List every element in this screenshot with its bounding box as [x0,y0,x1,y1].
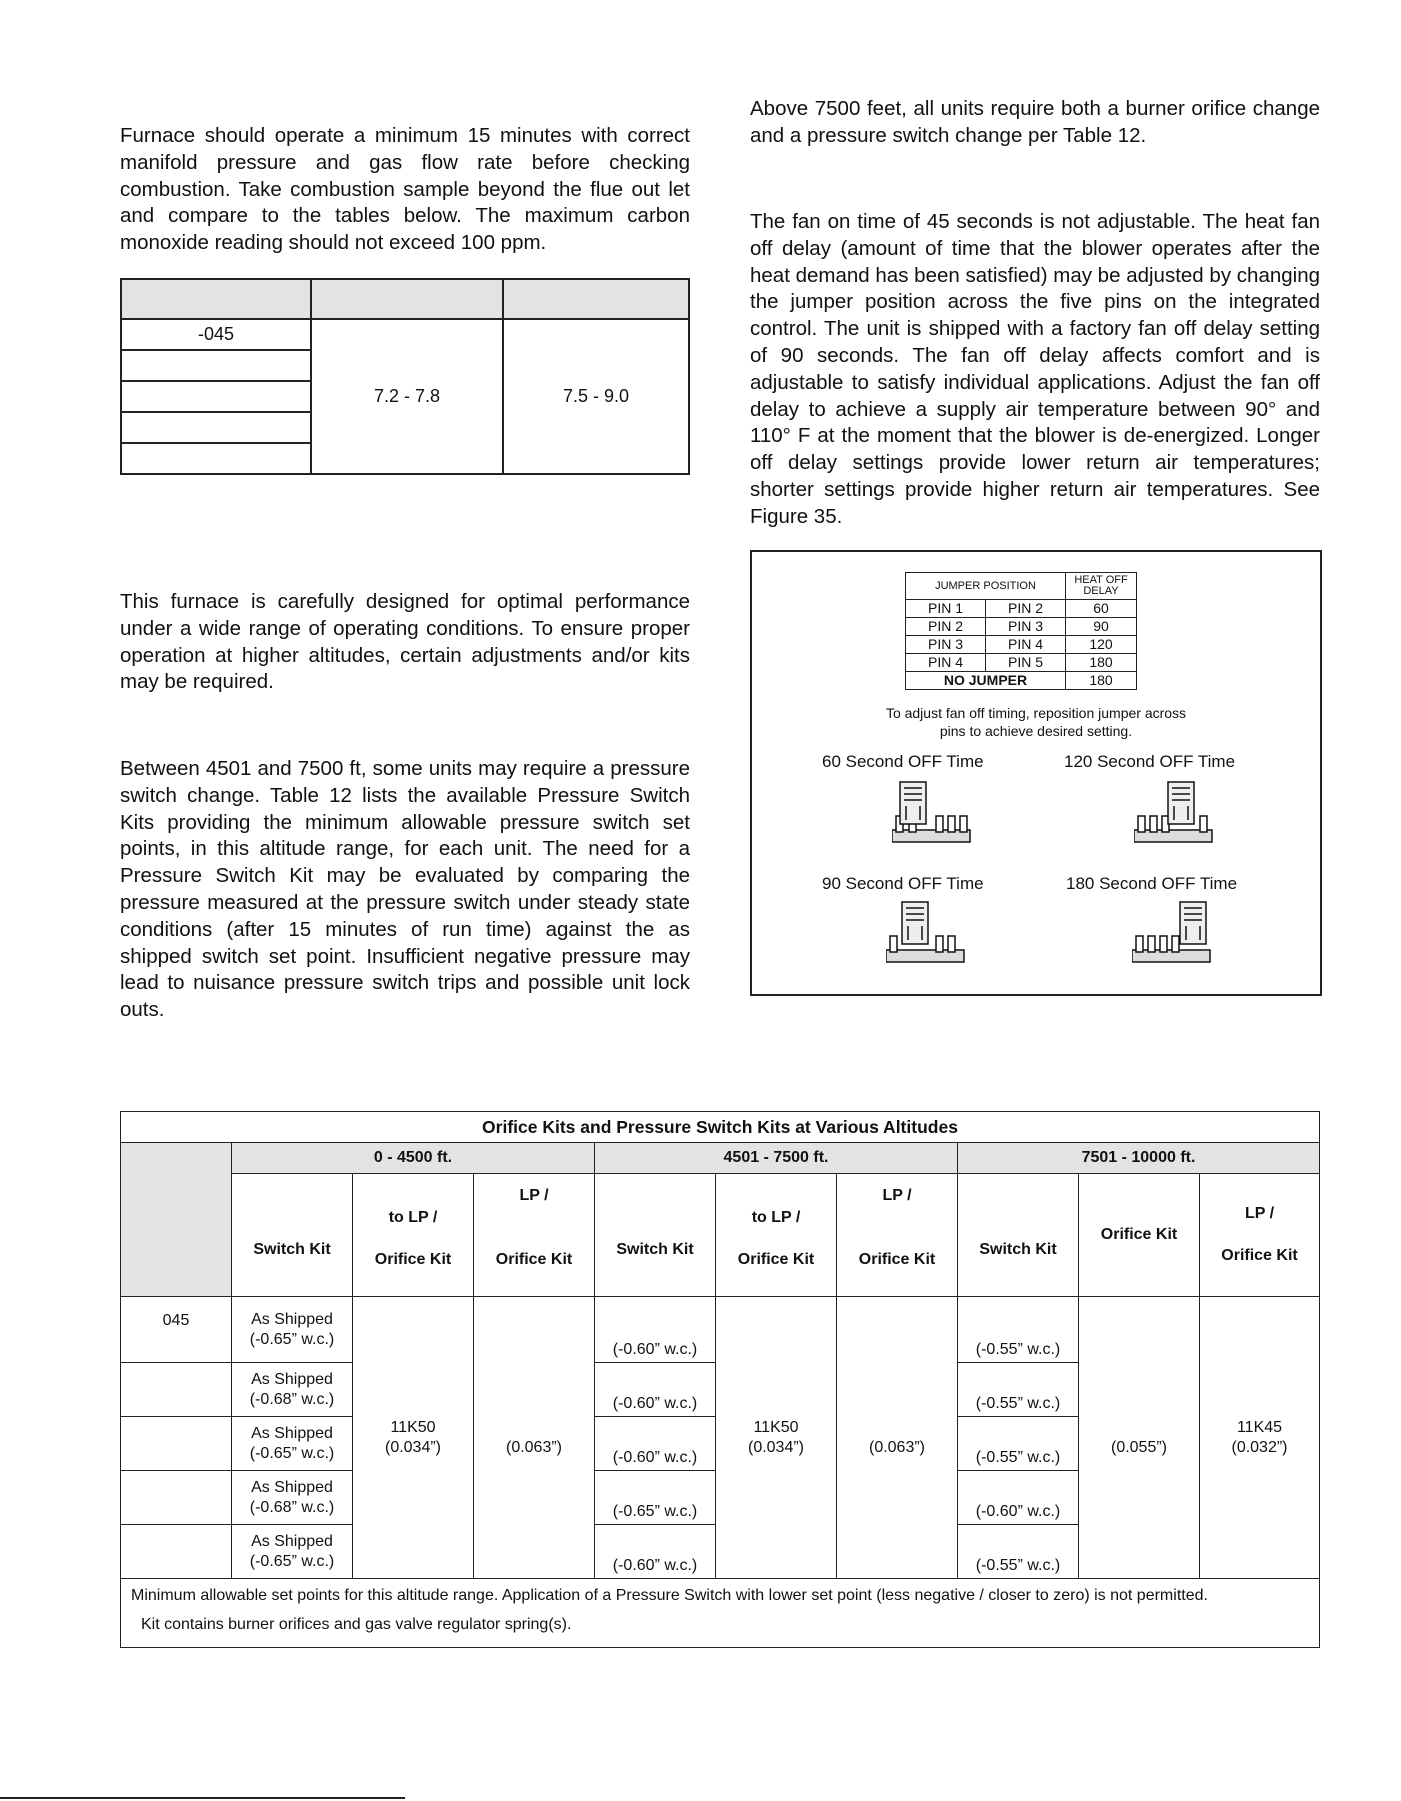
shipped-cell [232,1417,353,1471]
table-notes [121,1579,1320,1648]
co2-range-cell: 7.5 - 9.0 [503,319,689,474]
column-header [1200,1174,1320,1297]
range-header: 0 - 4500 ft. [232,1143,595,1174]
kit-number: 11K45 [1236,1418,1283,1436]
switch-kit-cell: (-0.55” w.c.) [958,1417,1079,1471]
column-header [474,1174,595,1297]
pin-cell: PIN 2 [986,600,1066,618]
model-cell [121,1471,232,1525]
jumper-illustration-60 [892,780,972,850]
no-jumper-cell: NO JUMPER [906,672,1066,690]
delay-cell: 90 [1066,618,1137,636]
orifice-size: (0.034”) [384,1438,442,1456]
column-header-line: Orifice Kit [1221,1247,1298,1264]
column-header-line: to LP / [751,1209,801,1226]
table-title: Orifice Kits and Pressure Switch Kits at Various Altitudes [121,1112,1320,1143]
delay-cell: 60 [1066,600,1137,618]
orifice-size: (0.034”) [747,1438,805,1456]
pressure-switch-paragraph: Between 4501 and 7500 ft, some units may require a pressure switch change. Table 12 lists the available Pressure Switch Kits providing the minimum allowable pressure switch set points, in this altitude range, for each unit. The need for a Pressure Switch Kit may be evaluated by comparing the pressure measured at the pressure switch under steady state conditions (after 15 minutes of run time) against the as shipped switch set point. Insufficient negative pressure may lead to nuisance pressure switch trips and possible unit lock outs. [120,757,690,1022]
column-header [716,1174,837,1297]
delay-cell: 180 [1066,672,1137,690]
pin-cell: PIN 3 [986,618,1066,636]
caption-line: To adjust fan off timing, reposition jumper across [885,705,1187,721]
high-altitude-intro-paragraph: This furnace is carefully designed for optimal performance under a wide range of operating conditions. To ensure proper operation at higher altitudes, certain adjustments and/or kits may be required. [120,590,690,694]
table-header-cell [503,279,689,319]
column-header-line: LP / [882,1187,912,1204]
delay-header: HEAT OFF DELAY [1066,573,1137,600]
shipped-value: (-0.65” w.c.) [249,1444,335,1462]
jumper-position-table [905,572,1137,690]
as-shipped-label: As Shipped [251,1532,333,1550]
pin-cell: PIN 4 [986,636,1066,654]
shipped-value: (-0.65” w.c.) [249,1552,335,1570]
switch-kit-cell: (-0.65” w.c.) [595,1471,716,1525]
as-shipped-label: As Shipped [251,1310,333,1328]
combustion-paragraph: Furnace should operate a minimum 15 minutes with correct manifold pressure and gas flow rate before checking combustion. Take combustion sample beyond the flue out let and compare to the tables below. The maximum carbon monoxide reading should not exceed 100 ppm. [120,124,690,255]
to-lp-orifice-cell [716,1297,837,1579]
column-header [837,1174,958,1297]
column-header [353,1174,474,1297]
as-shipped-label: As Shipped [251,1370,333,1388]
caption-line: pins to achieve desired setting. [939,723,1133,739]
range-header: 7501 - 10000 ft. [958,1143,1320,1174]
jumper-header: JUMPER POSITION [906,573,1066,600]
lp-orifice-cell: (0.063”) [474,1297,595,1579]
shipped-cell [232,1297,353,1363]
column-header-line: Orifice Kit [737,1251,815,1268]
orifice-kit-cell: (0.055”) [1079,1297,1200,1579]
jumper-illustration-120 [1134,780,1214,850]
switch-kit-cell: (-0.60” w.c.) [595,1297,716,1363]
table-note: Minimum allowable set points for this altitude range. Application of a Pressure Switch with lower set point (less negative / closer to zero) is not permitted. [131,1587,1208,1604]
pin-cell: PIN 2 [906,618,986,636]
fan-delay-figure [750,550,1322,996]
delay-cell: 120 [1066,636,1137,654]
model-cell: -045 [121,319,311,350]
column-header: Switch Kit [232,1174,353,1297]
label-180-seconds: 180 Second OFF Time [1066,874,1238,893]
switch-kit-cell: (-0.55” w.c.) [958,1363,1079,1417]
shipped-value: (-0.68” w.c.) [249,1390,335,1408]
shipped-value: (-0.68” w.c.) [249,1498,335,1516]
column-header: Orifice Kit [1079,1174,1200,1297]
kit-number: 11K50 [753,1418,799,1436]
shipped-value: (-0.65” w.c.) [249,1330,335,1348]
shipped-cell [232,1525,353,1579]
column-header-line: to LP / [388,1209,438,1226]
orifice-size: (0.032”) [1231,1438,1288,1456]
switch-kit-cell: (-0.55” w.c.) [958,1297,1079,1363]
model-cell [121,1525,232,1579]
model-cell [121,350,311,381]
co2-range-cell: 7.2 - 7.8 [311,319,503,474]
column-header-line: LP / [519,1187,549,1204]
table-note: Kit contains burner orifices and gas valve regulator spring(s). [141,1616,572,1633]
model-header-cell [121,1143,232,1297]
altitude-kits-table [120,1111,1320,1648]
model-cell [121,381,311,412]
to-lp-orifice-cell [353,1297,474,1579]
pin-cell: PIN 5 [986,654,1066,672]
column-header-line: Orifice Kit [495,1251,573,1268]
switch-kit-cell: (-0.60” w.c.) [595,1525,716,1579]
table-header-cell [121,279,311,319]
model-cell [121,443,311,474]
model-cell [121,1363,232,1417]
label-120-seconds: 120 Second OFF Time [1064,752,1236,771]
pin-cell: PIN 1 [906,600,986,618]
fan-delay-paragraph: The fan on time of 45 seconds is not adjustable. The heat fan off delay (amount of time that the blower operates after the heat demand has been satisfied) may be adjusted by changing the jumper position across the five pins on the integrated control. The unit is shipped with a factory fan off delay setting of 90 seconds. The fan off delay affects comfort and is adjustable to satisfy individual applications. Adjust the fan off delay to achieve a supply air temperature between 90° and 110° F at the moment that the blower is de-energized. Longer off delay settings provide lower return air temperatures; shorter settings provide higher return air temperatures. See Figure 35. [750,210,1320,528]
model-cell: 045 [121,1297,232,1363]
column-header-line: Orifice Kit [858,1251,936,1268]
table-header-cell [311,279,503,319]
range-header: 4501 - 7500 ft. [595,1143,958,1174]
pin-cell: PIN 4 [906,654,986,672]
column-header-line: Orifice Kit [374,1251,452,1268]
column-header-line: LP / [1244,1205,1275,1222]
delay-cell: 180 [1066,654,1137,672]
model-cell [121,1417,232,1471]
label-60-seconds: 60 Second OFF Time [822,752,984,771]
lp-orifice-cell: (0.063”) [837,1297,958,1579]
above-7500-paragraph: Above 7500 feet, all units require both a burner orifice change and a pressure switch change per Table 12. [750,97,1320,147]
jumper-illustration-90 [886,900,966,970]
as-shipped-label: As Shipped [251,1424,333,1442]
label-90-seconds: 90 Second OFF Time [822,874,984,893]
combustion-table [120,278,690,475]
shipped-cell [232,1363,353,1417]
switch-kit-cell: (-0.60” w.c.) [595,1417,716,1471]
lp-orifice-cell [1200,1297,1320,1579]
column-header: Switch Kit [958,1174,1079,1297]
shipped-cell [232,1471,353,1525]
figure-caption [752,704,1320,740]
switch-kit-cell: (-0.60” w.c.) [595,1363,716,1417]
pin-cell: PIN 3 [906,636,986,654]
as-shipped-label: As Shipped [251,1478,333,1496]
switch-kit-cell: (-0.55” w.c.) [958,1525,1079,1579]
footer-rule [0,1797,405,1799]
jumper-illustration-180 [1132,900,1212,970]
column-header: Switch Kit [595,1174,716,1297]
switch-kit-cell: (-0.60” w.c.) [958,1471,1079,1525]
model-cell [121,412,311,443]
kit-number: 11K50 [390,1418,436,1436]
